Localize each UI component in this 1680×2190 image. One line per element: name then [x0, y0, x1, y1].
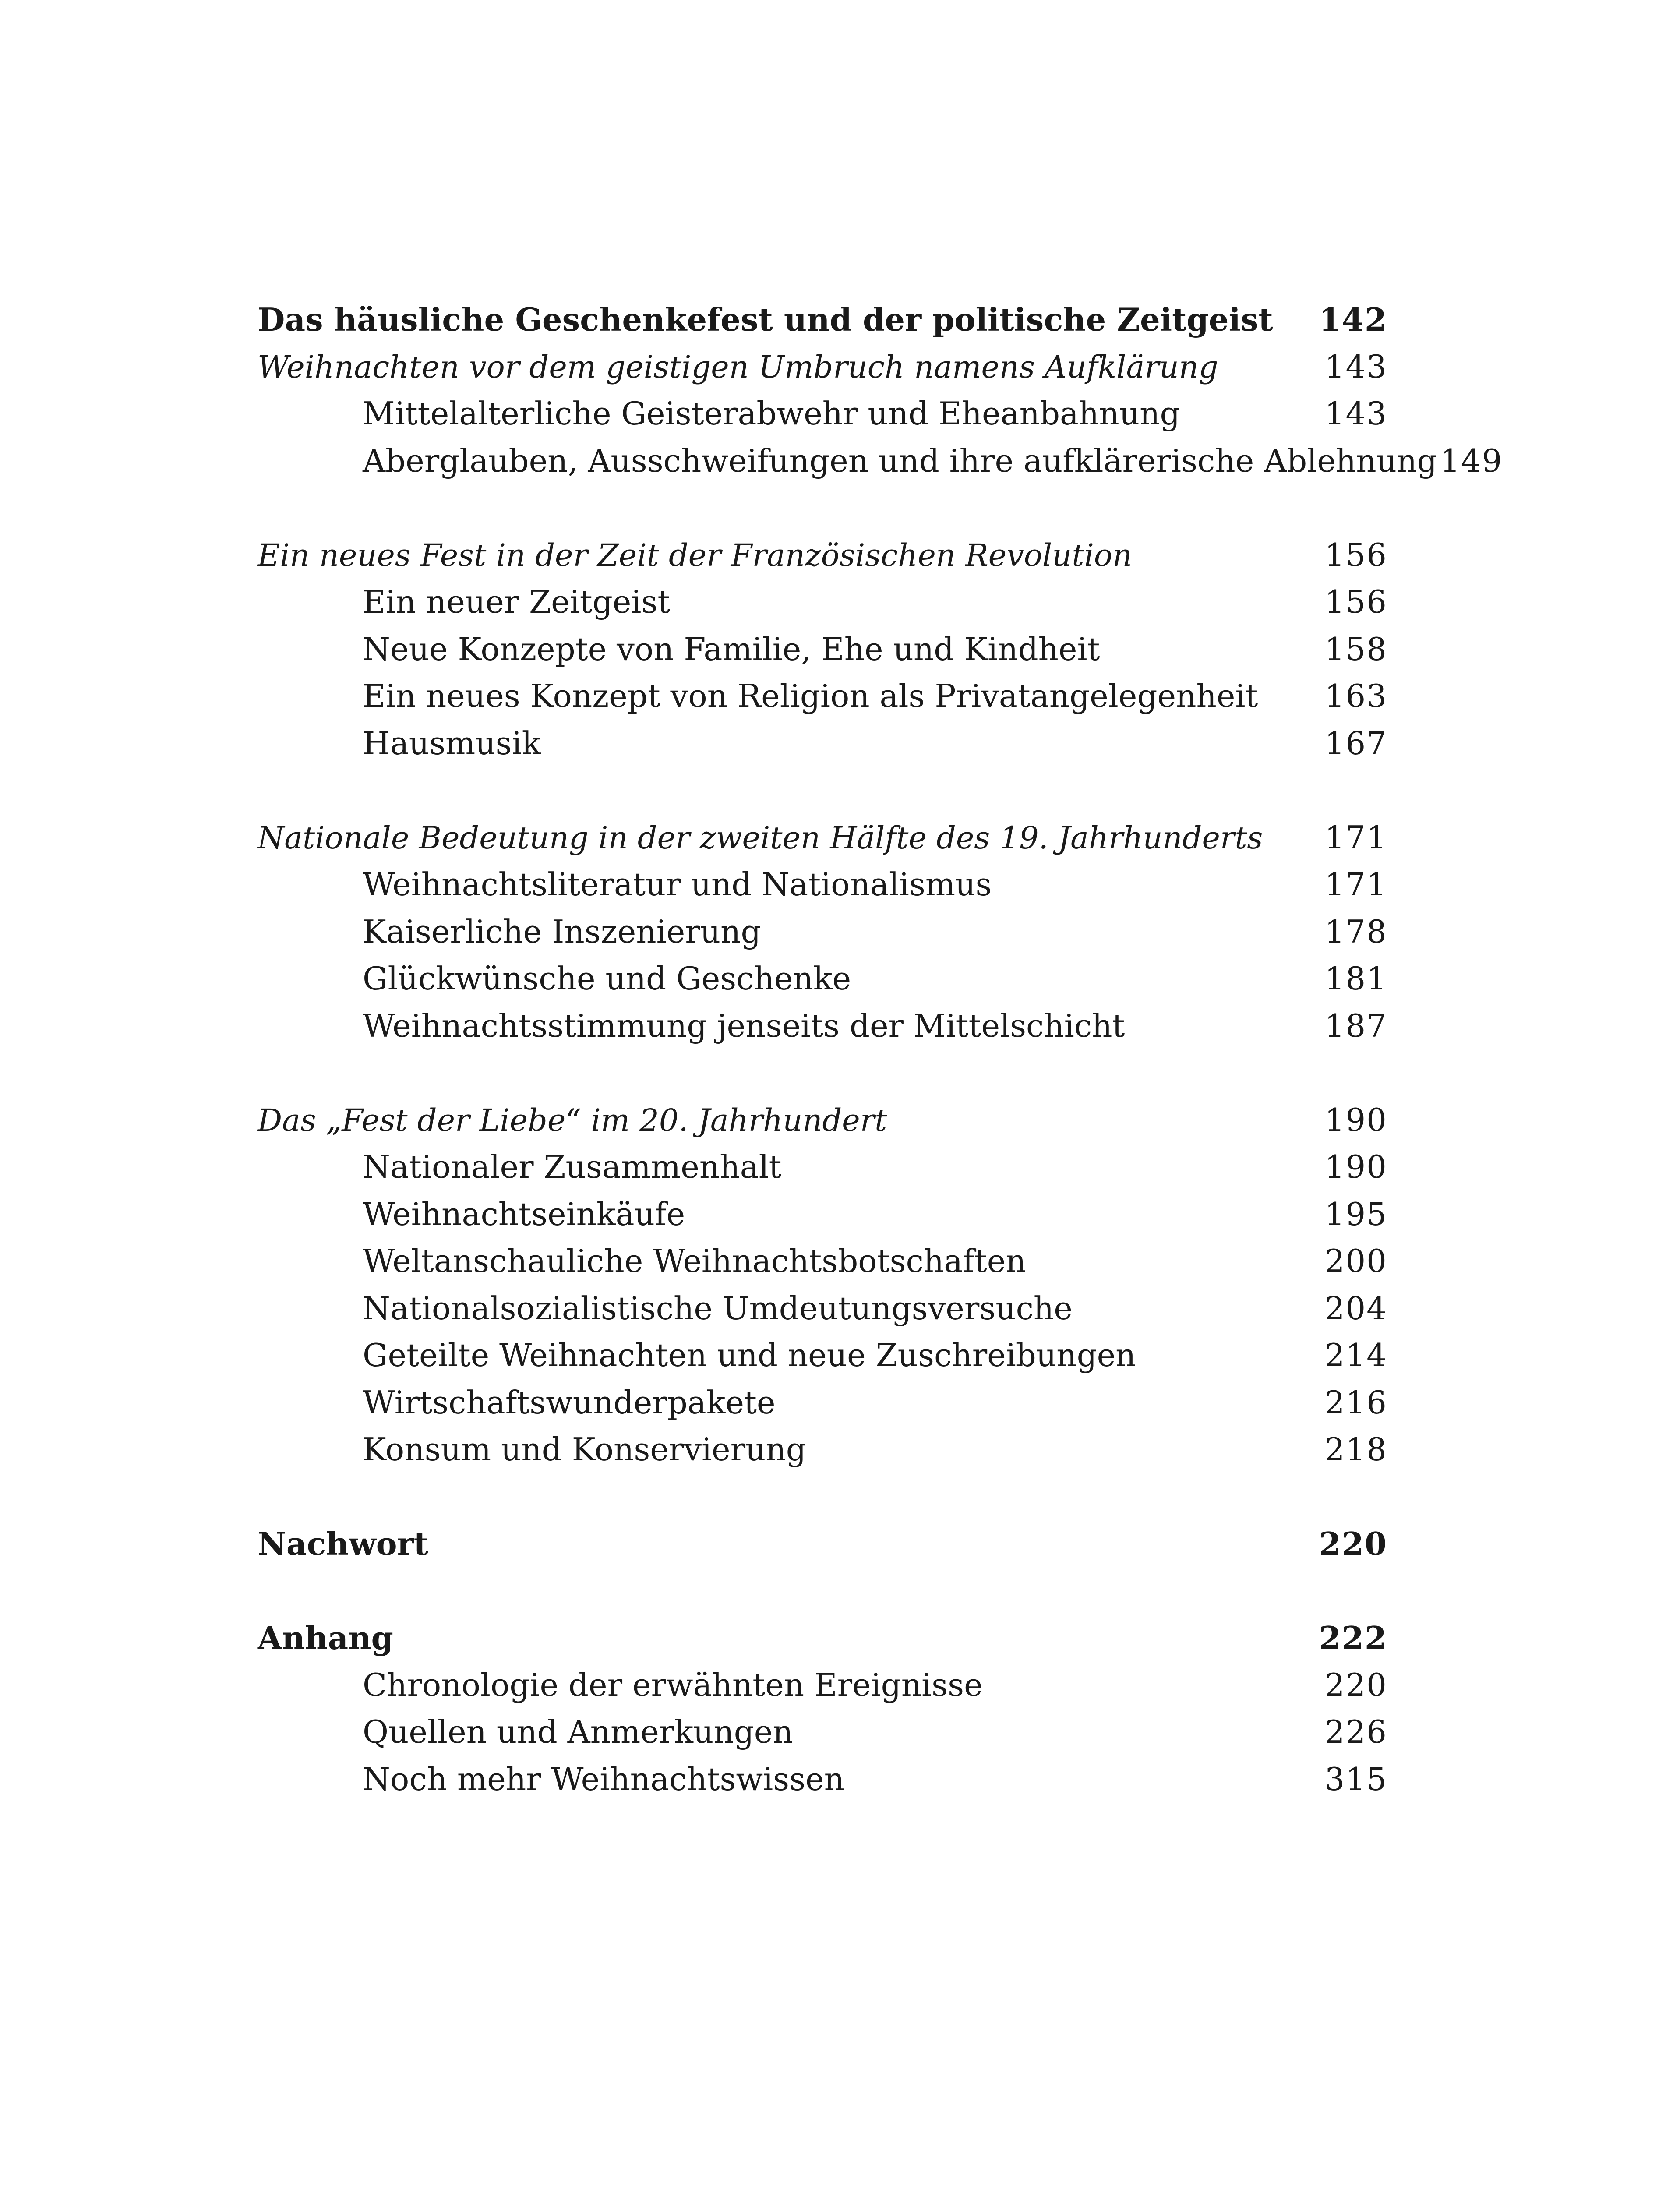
toc-entry-page-number: 187: [1324, 1007, 1387, 1044]
toc-entry-page-number: 156: [1324, 536, 1387, 573]
toc-entry-subsection: [258, 1709, 1387, 1756]
toc-entry-page-number: 143: [1324, 348, 1387, 385]
toc-entry-title: Glückwünsche und Geschenke: [363, 960, 851, 997]
toc-entry-subsection: [258, 626, 1387, 673]
toc-entry-title: Das „Fest der Liebe“ im 20. Jahrhundert: [258, 1102, 887, 1138]
toc-entry-title: Weihnachtsliteratur und Nationalismus: [363, 866, 992, 903]
toc-entry-section: [258, 343, 1387, 391]
toc-entry-title: Aberglauben, Ausschweifungen und ihre aufklärerische Ablehnung: [363, 442, 1437, 479]
toc-entry-title: Anhang: [258, 1619, 393, 1657]
toc-entry-page-number: 190: [1324, 1148, 1387, 1185]
toc-entry-title: Wirtschaftswunderpakete: [363, 1384, 776, 1421]
toc-entry-title: Hausmusik: [363, 724, 541, 762]
toc-entry-page-number: 222: [1319, 1619, 1387, 1657]
toc-entry-chapter: [258, 1520, 1387, 1568]
toc-entry-title: Quellen und Anmerkungen: [363, 1713, 793, 1750]
toc-entry-section: [258, 814, 1387, 862]
toc-entry-section: [258, 1097, 1387, 1144]
toc-entry-title: Neue Konzepte von Familie, Ehe und Kindheit: [363, 630, 1100, 668]
toc-group-spacer: [258, 1568, 1387, 1615]
toc-entry-title: Weihnachten vor dem geistigen Umbruch namens Aufklärung: [258, 349, 1218, 385]
toc-entry-title: Mittelalterliche Geisterabwehr und Eheanbahnung: [363, 395, 1180, 432]
toc-entry-page-number: 204: [1324, 1289, 1387, 1327]
toc-entry-subsection: [258, 1238, 1387, 1285]
toc-group-spacer: [258, 1049, 1387, 1097]
toc-entry-subsection: [258, 720, 1387, 767]
toc-entry-title: Weihnachtseinkäufe: [363, 1195, 685, 1233]
toc-entry-subsection: [258, 1191, 1387, 1238]
toc-group-spacer: [258, 1473, 1387, 1521]
toc-entry-title: Nachwort: [258, 1525, 428, 1562]
toc-entry-title: Kaiserliche Inszenierung: [363, 913, 761, 950]
toc-entry-subsection: [258, 955, 1387, 1003]
toc-entry-title: Ein neuer Zeitgeist: [363, 583, 671, 620]
toc-entry-page-number: 218: [1324, 1431, 1387, 1468]
toc-entry-page-number: 195: [1324, 1195, 1387, 1233]
toc-entry-title: Weihnachtsstimmung jenseits der Mittelschicht: [363, 1007, 1125, 1044]
toc-entry-page-number: 142: [1319, 301, 1387, 338]
toc-entry-page-number: 216: [1324, 1384, 1387, 1421]
toc-entry-subsection: [258, 1756, 1387, 1803]
toc-entry-subsection: [258, 1003, 1387, 1050]
toc-entry-title: Nationale Bedeutung in der zweiten Hälfte des 19. Jahrhunderts: [258, 819, 1263, 856]
toc-entry-page-number: 200: [1324, 1243, 1387, 1279]
toc-entry-subsection: [258, 861, 1387, 908]
toc-entry-title: Chronologie der erwähnten Ereignisse: [363, 1666, 983, 1703]
toc-entry-page-number: 163: [1324, 678, 1387, 714]
toc-entry-page-number: 158: [1324, 630, 1387, 668]
toc-entry-page-number: 149: [1440, 442, 1503, 479]
toc-entry-page-number: 171: [1324, 866, 1387, 903]
toc-entry-subsection: [258, 1662, 1387, 1709]
toc-entry-chapter: [258, 296, 1387, 343]
toc-entry-title: Weltanschauliche Weihnachtsbotschaften: [363, 1243, 1026, 1279]
toc-entry-page-number: 220: [1319, 1525, 1387, 1562]
toc-entry-subsection: [258, 1285, 1387, 1332]
toc-entry-page-number: 190: [1324, 1101, 1387, 1138]
toc-entry-page-number: 156: [1324, 583, 1387, 620]
toc-entry-subsection: [258, 1144, 1387, 1191]
toc-entry-title: Nationalsozialistische Umdeutungsversuche: [363, 1289, 1073, 1327]
toc-entry-subsection: [258, 1332, 1387, 1379]
toc-entry-page-number: 167: [1324, 724, 1387, 762]
toc-group-spacer: [258, 484, 1387, 532]
toc-entry-page-number: 315: [1324, 1760, 1387, 1798]
toc-entry-page-number: 214: [1324, 1337, 1387, 1374]
toc-entry-subsection: [258, 438, 1503, 485]
toc-entry-page-number: 178: [1324, 913, 1387, 950]
toc-entry-subsection: [258, 579, 1387, 626]
toc-entry-section: [258, 532, 1387, 579]
toc-entry-page-number: 226: [1324, 1713, 1387, 1750]
toc-entry-page-number: 143: [1324, 395, 1387, 432]
toc-entry-title: Konsum und Konservierung: [363, 1431, 806, 1468]
toc-entry-subsection: [258, 673, 1387, 720]
toc-entry-chapter: [258, 1614, 1387, 1662]
toc-entry-subsection: [258, 1379, 1387, 1427]
toc-entry-page-number: 171: [1324, 819, 1387, 856]
toc-entry-title: Nationaler Zusammenhalt: [363, 1148, 782, 1185]
toc-entry-title: Geteilte Weihnachten und neue Zuschreibungen: [363, 1337, 1136, 1374]
toc-entry-subsection: [258, 1426, 1387, 1473]
table-of-contents: [258, 296, 1503, 1803]
toc-entry-title: Ein neues Fest in der Zeit der Französischen Revolution: [258, 537, 1133, 573]
toc-entry-title: Das häusliche Geschenkefest und der politische Zeitgeist: [258, 301, 1273, 338]
toc-entry-title: Noch mehr Weihnachtswissen: [363, 1760, 845, 1798]
toc-entry-page-number: 181: [1324, 960, 1387, 997]
toc-entry-subsection: [258, 390, 1387, 438]
toc-entry-subsection: [258, 908, 1387, 956]
toc-entry-page-number: 220: [1324, 1666, 1387, 1703]
toc-entry-title: Ein neues Konzept von Religion als Privatangelegenheit: [363, 678, 1258, 714]
toc-group-spacer: [258, 767, 1387, 814]
